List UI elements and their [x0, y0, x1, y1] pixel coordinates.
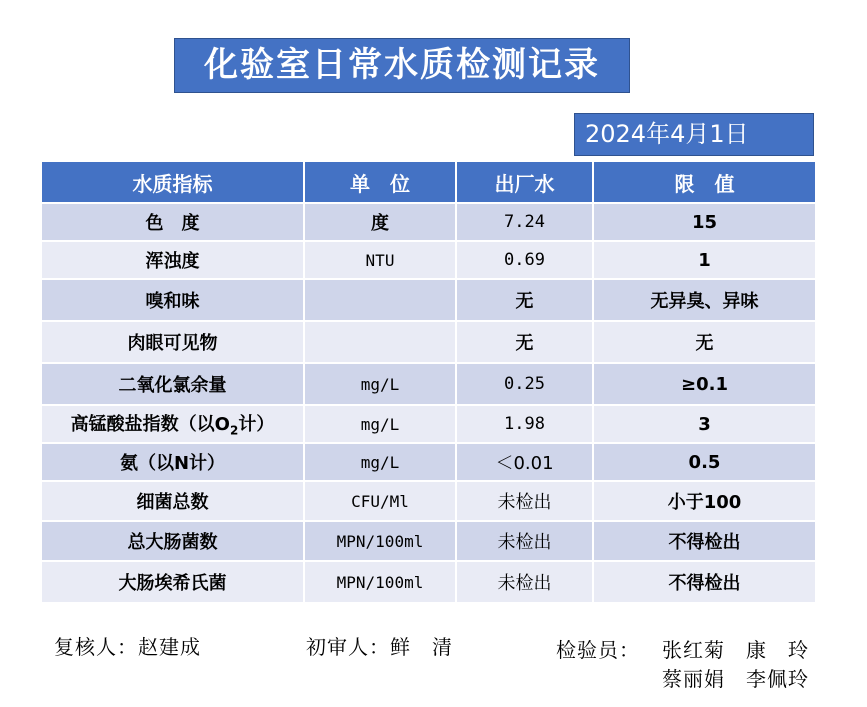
- page-title: 化验室日常水质检测记录: [174, 38, 630, 93]
- limit-cell: 15: [593, 203, 816, 241]
- indicator-cell: 细菌总数: [41, 481, 304, 521]
- reviewer-signature: 复核人：赵建成: [54, 635, 201, 659]
- table-row: [41, 279, 816, 321]
- indicator-cell: 氨（以N计）: [41, 443, 304, 481]
- table-row: [41, 443, 816, 481]
- table-row: [41, 241, 816, 279]
- first-reviewer-signature: 初审人：鲜 清: [306, 635, 453, 659]
- indicator-text-end: 计）: [238, 414, 275, 436]
- table-header-row: [41, 161, 816, 203]
- value-cell: 无: [456, 321, 593, 363]
- table-row: [41, 481, 816, 521]
- indicator-cell: 嗅和味: [41, 279, 304, 321]
- indicator-cell: 二氧化氯余量: [41, 363, 304, 405]
- limit-cell: 不得检出: [593, 561, 816, 603]
- indicator-cell: 肉眼可见物: [41, 321, 304, 363]
- indicator-cell: 大肠埃希氏菌: [41, 561, 304, 603]
- value-cell: 未检出: [456, 481, 593, 521]
- table-row: [41, 521, 816, 561]
- table-row: [41, 561, 816, 603]
- header-limit: 限 值: [593, 161, 816, 203]
- limit-cell: 0.5: [593, 443, 816, 481]
- indicator-subscript: 2: [229, 423, 239, 438]
- unit-cell: MPN/100ml: [304, 521, 456, 561]
- unit-cell: [304, 279, 456, 321]
- header-unit: 单 位: [304, 161, 456, 203]
- record-date: 2024年4月1日: [574, 113, 814, 156]
- limit-cell: 无异臭、异味: [593, 279, 816, 321]
- inspector-label: 检验员：: [556, 638, 640, 662]
- table-row: [41, 321, 816, 363]
- unit-cell: mg/L: [304, 443, 456, 481]
- value-cell: 无: [456, 279, 593, 321]
- table-row: [41, 203, 816, 241]
- limit-cell: ≥0.1: [593, 363, 816, 405]
- value-cell: 未检出: [456, 521, 593, 561]
- table-row: [41, 405, 816, 443]
- value-cell: 7.24: [456, 203, 593, 241]
- value-cell: 1.98: [456, 405, 593, 443]
- unit-cell: mg/L: [304, 363, 456, 405]
- indicator-text: 高锰酸盐指数（以O: [70, 414, 230, 436]
- limit-cell: 1: [593, 241, 816, 279]
- unit-cell: NTU: [304, 241, 456, 279]
- indicator-cell: 色 度: [41, 203, 304, 241]
- value-cell: 未检出: [456, 561, 593, 603]
- unit-cell: mg/L: [304, 405, 456, 443]
- unit-cell: MPN/100ml: [304, 561, 456, 603]
- header-indicator: 水质指标: [41, 161, 304, 203]
- limit-cell: 3: [593, 405, 816, 443]
- inspectors-line-2: 蔡丽娟 李佩玲: [662, 667, 809, 691]
- unit-cell: [304, 321, 456, 363]
- header-outlet-water: 出厂水: [456, 161, 593, 203]
- value-cell: 0.69: [456, 241, 593, 279]
- limit-cell: 不得检出: [593, 521, 816, 561]
- indicator-cell: 总大肠菌数: [41, 521, 304, 561]
- value-cell: 0.25: [456, 363, 593, 405]
- unit-cell: CFU/Ml: [304, 481, 456, 521]
- inspectors-line-1: 张红菊 康 玲: [662, 638, 809, 662]
- limit-cell: 无: [593, 321, 816, 363]
- indicator-cell: [41, 405, 304, 443]
- value-cell: ＜0.01: [456, 443, 593, 481]
- water-quality-table: [40, 160, 817, 604]
- limit-cell: 小于100: [593, 481, 816, 521]
- unit-cell: 度: [304, 203, 456, 241]
- table-row: [41, 363, 816, 405]
- indicator-cell: 浑浊度: [41, 241, 304, 279]
